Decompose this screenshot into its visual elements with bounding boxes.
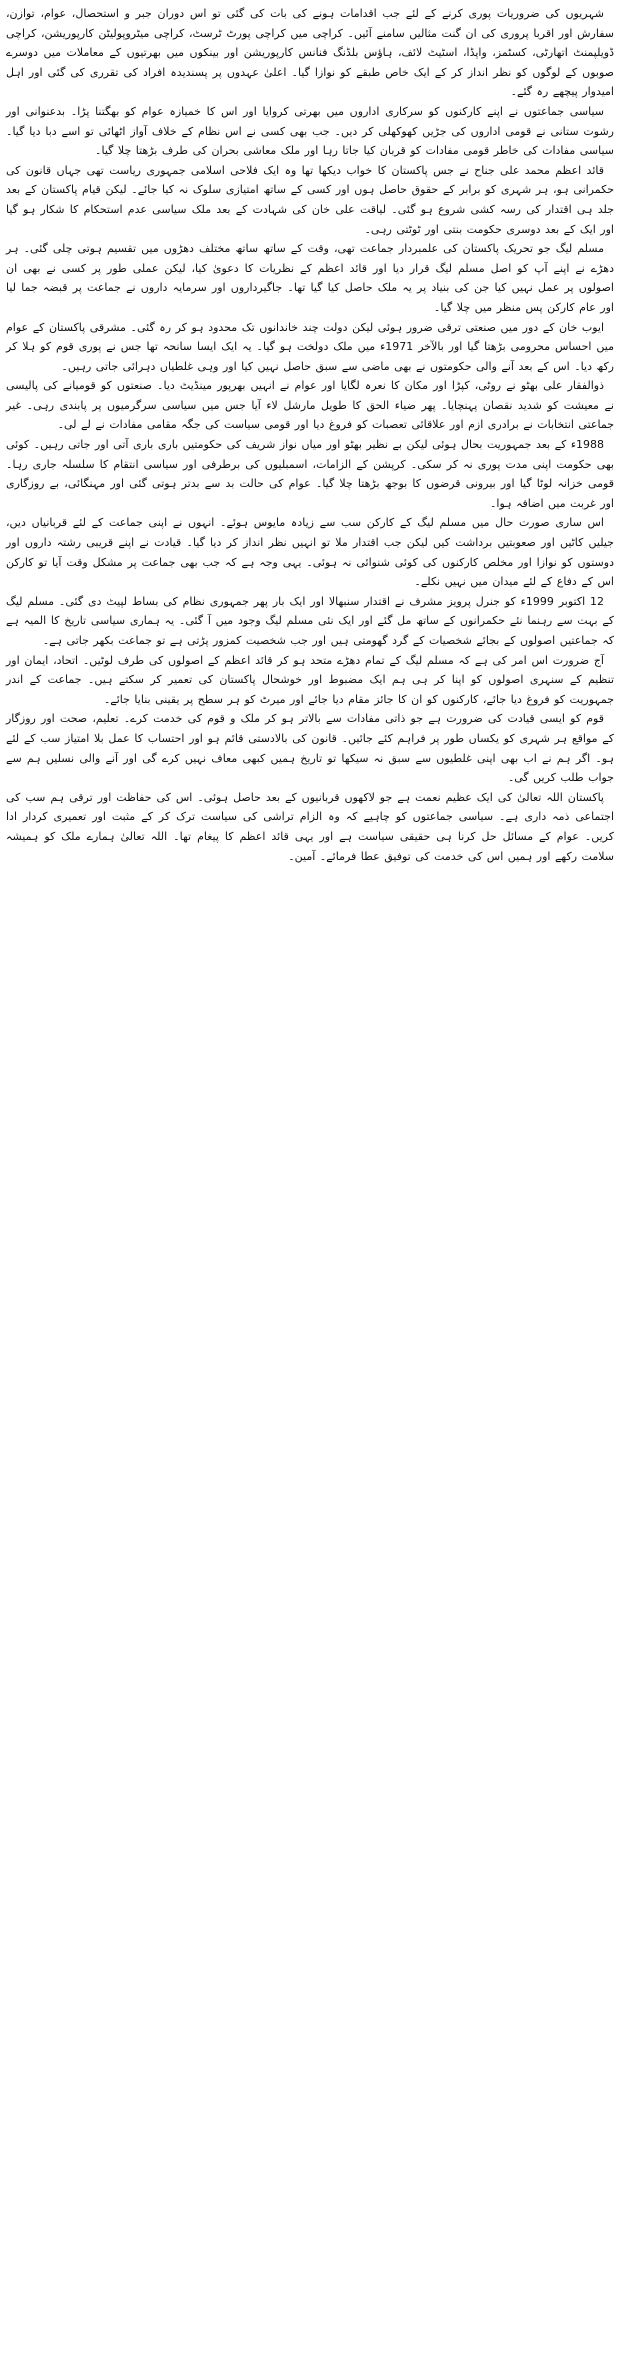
article-paragraph: قائد اعظم محمد علی جناح نے جس پاکستان کا خواب دیکھا تھا وہ ایک فلاحی اسلامی جمہوری ریاست تھی جہاں قانون کی حکمرانی ہو، ہر شہری کو برابر کے حقوق حاصل ہوں اور کسی کے ساتھ امتیازی سلوک نہ کیا جائے۔ لیکن قیام پاکستان کے بعد جلد ہی اقتدار کی رسہ کشی شروع ہو گئی۔ لیاقت علی خان کی شہادت کے بعد ملک سیاسی عدم استحکام کا شکار ہو گیا اور ایک کے بعد دوسری حکومت بنتی اور ٹوٹتی رہی۔ (6, 163, 614, 236)
article-paragraph: ذوالفقار علی بھٹو نے روٹی، کپڑا اور مکان کا نعرہ لگایا اور عوام نے انہیں بھرپور مینڈیٹ دیا۔ صنعتوں کو قومیانے کی پالیسی نے معیشت کو شدید نقصان پہنچایا۔ پھر ضیاء الحق کا طویل مارشل لاء آیا جس میں سیاسی سرگرمیوں پر پابندی رہی۔ غیر جماعتی انتخابات نے برادری ازم اور علاقائی تعصبات کو فروغ دیا اور قومی سیاست کی جگہ مقامی مفادات نے لے لی۔ (6, 379, 614, 432)
article-paragraph: آج ضرورت اس امر کی ہے کہ مسلم لیگ کے تمام دھڑے متحد ہو کر قائد اعظم کے اصولوں کی طرف لوٹیں۔ اتحاد، ایمان اور تنظیم کے سنہری اصولوں کو اپنا کر ہی ہم ایک مضبوط اور خوشحال پاکستان کی تعمیر کر سکتے ہیں۔ جماعت کے اندر جمہوریت کو فروغ دیا جائے، کارکنوں کو ان کا جائز مقام دیا جائے اور میرٹ کو ہر سطح پر یقینی بنایا جائے۔ (6, 653, 614, 706)
article-paragraph: اس ساری صورت حال میں مسلم لیگ کے کارکن سب سے زیادہ مایوس ہوئے۔ انہوں نے اپنی جماعت کے لئے قربانیاں دیں، جیلیں کاٹیں اور صعوبتیں برداشت کیں لیکن جب اقتدار ملا تو انہیں نظر انداز کر دیا گیا۔ قیادت نے اپنے قریبی رشتہ داروں اور دوستوں کو نوازا اور مخلص کارکنوں کی کوئی شنوائی نہ ہوئی۔ یہی وجہ ہے کہ جب بھی جماعت پر مشکل وقت آیا تو کارکن اس کے دفاع کے لئے میدان میں نہیں نکلے۔ (6, 516, 614, 589)
article-paragraph: قوم کو ایسی قیادت کی ضرورت ہے جو ذاتی مفادات سے بالاتر ہو کر ملک و قوم کی خدمت کرے۔ تعلیم، صحت اور روزگار کے مواقع ہر شہری کو یکساں طور پر فراہم کئے جائیں۔ قانون کی بالادستی قائم ہو اور احتساب کا عمل بلا امتیاز سب کے لئے ہو۔ اگر ہم نے اب بھی اپنی غلطیوں سے سبق نہ سیکھا تو تاریخ ہمیں کبھی معاف نہیں کرے گی اور آنے والی نسلیں ہم سے جواب طلب کریں گی۔ (6, 712, 614, 785)
article-paragraph: پاکستان اللہ تعالیٰ کی ایک عظیم نعمت ہے جو لاکھوں قربانیوں کے بعد حاصل ہوئی۔ اس کی حفاظت اور ترقی ہم سب کی اجتماعی ذمہ داری ہے۔ سیاسی جماعتوں کو چاہیے کہ وہ الزام تراشی کی سیاست ترک کر کے مثبت اور تعمیری کردار ادا کریں۔ عوام کے مسائل حل کرنا ہی حقیقی سیاست ہے اور یہی قائد اعظم کا پیغام تھا۔ اللہ تعالیٰ ہمارے ملک کو ہمیشہ سلامت رکھے اور ہمیں اس کی خدمت کی توفیق عطا فرمائے۔ آمین۔ (6, 790, 614, 863)
article-paragraph: ایوب خان کے دور میں صنعتی ترقی ضرور ہوئی لیکن دولت چند خاندانوں تک محدود ہو کر رہ گئی۔ مشرقی پاکستان کے عوام میں احساس محرومی بڑھتا گیا اور بالآخر 1971ء میں ملک دولخت ہو گیا۔ یہ ایک ایسا سانحہ تھا جس نے پوری قوم کو ہلا کر رکھ دیا۔ اس کے بعد آنے والی حکومتوں نے بھی ماضی سے سبق حاصل نہیں کیا اور وہی غلطیاں دہرائی جاتی رہیں۔ (6, 320, 614, 373)
article-paragraph: مسلم لیگ جو تحریک پاکستان کی علمبردار جماعت تھی، وقت کے ساتھ ساتھ مختلف دھڑوں میں تقسیم ہوتی چلی گئی۔ ہر دھڑے نے اپنے آپ کو اصل مسلم لیگ قرار دیا اور قائد اعظم کے نظریات کا دعویٰ کیا، لیکن عملی طور پر کسی نے بھی ان اصولوں پر عمل نہیں کیا جن کی بنیاد پر یہ ملک حاصل کیا گیا تھا۔ جاگیرداروں اور سرمایہ داروں نے جماعت پر قبضہ جما لیا اور عام کارکن پس منظر میں چلا گیا۔ (6, 242, 614, 314)
article-paragraph: 1988ء کے بعد جمہوریت بحال ہوئی لیکن بے نظیر بھٹو اور میاں نواز شریف کی حکومتیں باری باری آتی اور جاتی رہیں۔ کوئی بھی حکومت اپنی مدت پوری نہ کر سکی۔ کرپشن کے الزامات، اسمبلیوں کی برطرفی اور سیاسی انتقام کا سلسلہ جاری رہا۔ قومی خزانہ لوٹا گیا اور بیرونی قرضوں کا بوجھ بڑھتا چلا گیا۔ عوام کی حالت بد سے بدتر ہوتی گئی اور مہنگائی، بے روزگاری اور غربت میں اضافہ ہوا۔ (6, 438, 614, 510)
article-paragraph: 12 اکتوبر 1999ء کو جنرل پرویز مشرف نے اقتدار سنبھالا اور ایک بار پھر جمہوری نظام کی بساط لپیٹ دی گئی۔ مسلم لیگ کے بہت سے رہنما نئے حکمرانوں کے ساتھ مل گئے اور ایک نئی مسلم لیگ وجود میں آ گئی۔ یہ ہماری سیاسی تاریخ کا المیہ ہے کہ جماعتیں اصولوں کے بجائے شخصیات کے گرد گھومتی ہیں اور جب شخصیت کمزور پڑتی ہے تو جماعت بکھر جاتی ہے۔ (6, 594, 614, 647)
article-body (6, 4, 614, 866)
article-paragraph: شہریوں کی ضروریات پوری کرنے کے لئے جب اقدامات ہونے کی بات کی گئی تو اس دوران جبر و استحصال، عوام، توازن، سفارش اور اقربا پروری کی ان گنت مثالیں سامنے آئیں۔ کراچی میں کراچی پورٹ ٹرسٹ، کراچی میٹروپولیٹن کارپوریشن، کراچی ڈویلپمنٹ اتھارٹی، کسٹمز، واپڈا، اسٹیٹ لائف، ہاؤس بلڈنگ فنانس کارپوریشن اور بینکوں میں بھرتیوں کے معاملات میں دوسرے صوبوں کے لوگوں کو نظر انداز کر کے ایک خاص طبقے کو نوازا گیا۔ اعلیٰ عہدوں پر پسندیدہ افراد کی تقرری کی گئی اور اہل امیدوار پیچھے رہ گئے۔ (6, 7, 614, 99)
article-paragraph: سیاسی جماعتوں نے اپنے کارکنوں کو سرکاری اداروں میں بھرتی کروایا اور اس کا خمیازہ عوام کو بھگتنا پڑا۔ بدعنوانی اور رشوت ستانی نے قومی اداروں کی جڑیں کھوکھلی کر دیں۔ جب بھی کسی نے اس نظام کے خلاف آواز اٹھائی تو اسے دبا دیا گیا۔ سیاسی مفادات کی خاطر قومی مفادات کو قربان کیا جاتا رہا اور ملک معاشی بحران کی طرف بڑھتا چلا گیا۔ (6, 104, 614, 158)
